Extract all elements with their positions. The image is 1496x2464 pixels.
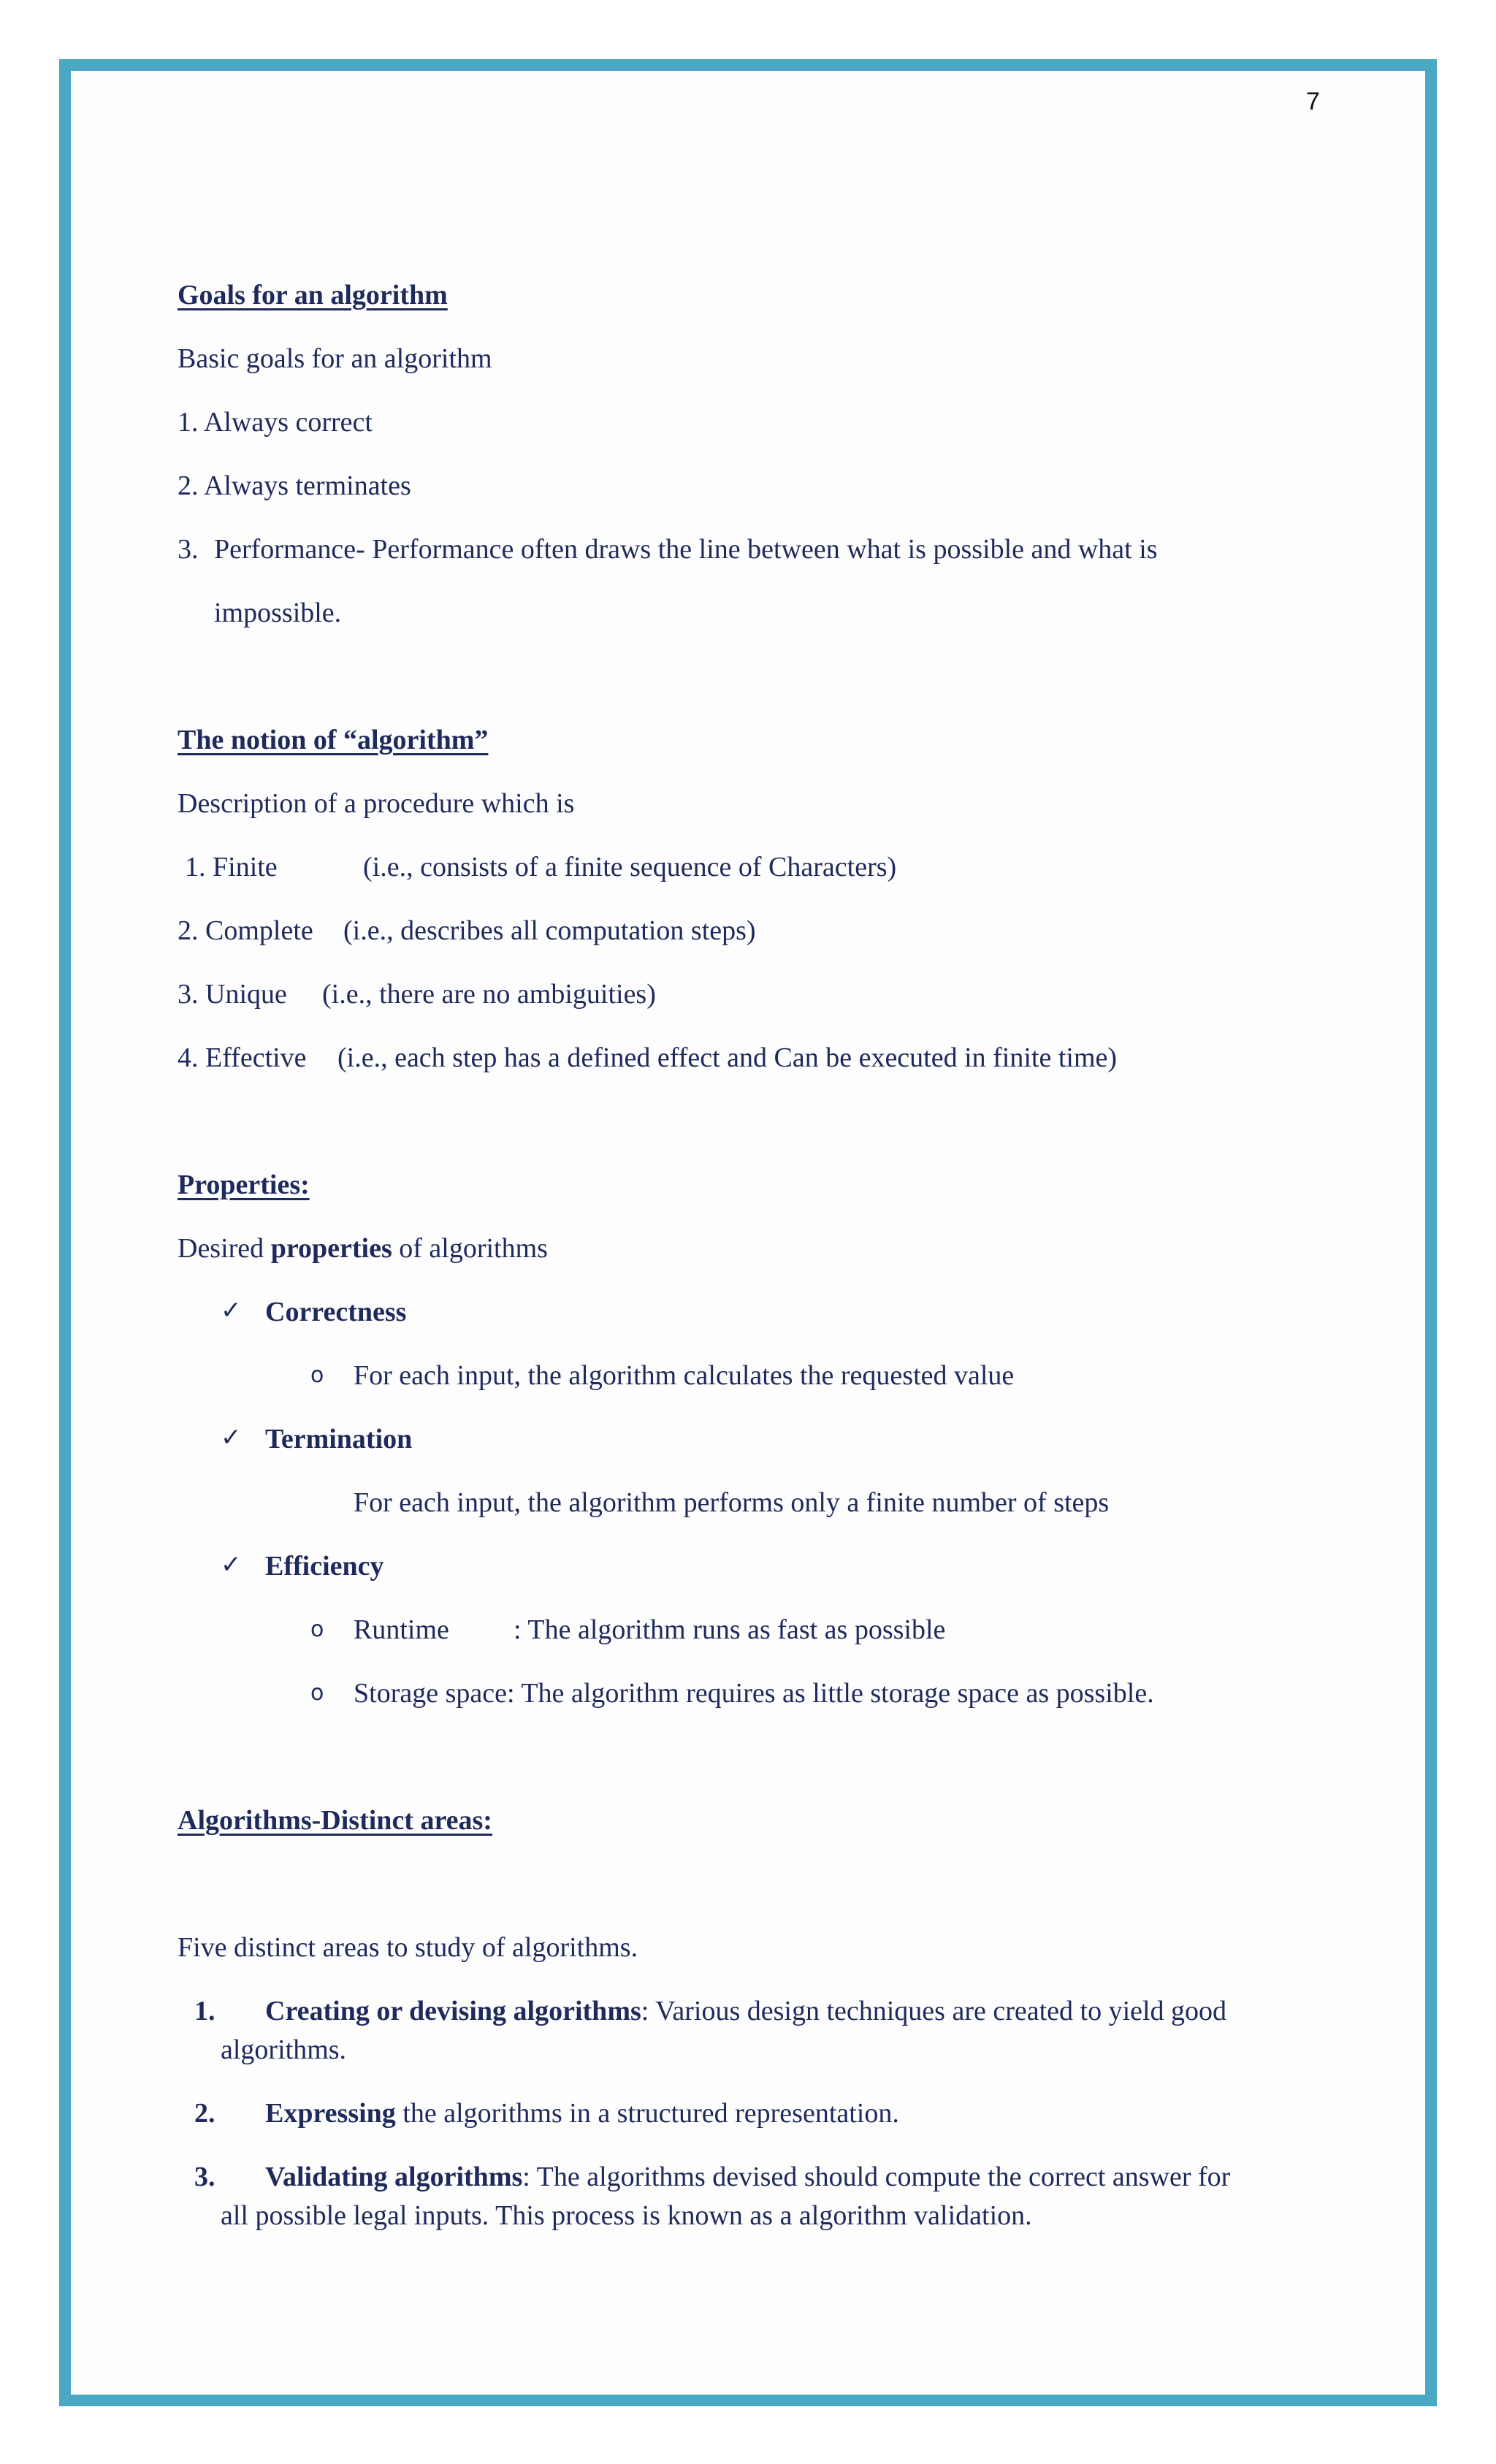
properties-intro	[178, 1232, 548, 1265]
property-efficiency: Efficiency	[265, 1551, 384, 1582]
notion-item-2-label: 2. Complete	[178, 915, 313, 946]
goals-intro: Basic goals for an algorithm	[178, 343, 492, 374]
goals-item-3-number: 3.	[178, 534, 199, 565]
areas-item-3-line-1	[265, 2160, 1230, 2194]
check-icon: ✓	[221, 1296, 242, 1325]
goals-item-3-line-2: impossible.	[214, 598, 342, 628]
areas-item-3-bold: Validating algorithms	[265, 2162, 523, 2192]
check-icon: ✓	[221, 1550, 242, 1579]
goals-item-2: 2. Always terminates	[178, 470, 411, 501]
areas-intro: Five distinct areas to study of algorithms.	[178, 1932, 638, 1963]
notion-intro: Description of a procedure which is	[178, 788, 575, 819]
efficiency-runtime-label: Runtime	[354, 1614, 449, 1645]
notion-heading: The notion of “algorithm”	[178, 725, 489, 755]
areas-item-1-bold: Creating or devising algorithms	[265, 1996, 641, 2026]
notion-item-1-desc: (i.e., consists of a finite sequence of Characters)	[363, 852, 897, 882]
areas-item-2-number: 2.	[194, 2098, 215, 2129]
property-termination: Termination	[265, 1424, 413, 1454]
efficiency-storage-desc: Storage space: The algorithm requires as little storage space as possible.	[354, 1678, 1154, 1709]
property-correctness-desc: For each input, the algorithm calculates the requested value	[354, 1360, 1015, 1391]
properties-intro-pre: Desired	[178, 1233, 271, 1264]
areas-item-1-number: 1.	[194, 1996, 215, 2026]
properties-heading: Properties:	[178, 1170, 310, 1200]
areas-item-1-line-1	[265, 1994, 1226, 2028]
areas-item-3-line-2: all possible legal inputs. This process is known as a algorithm validation.	[221, 2200, 1032, 2231]
notion-item-4-label: 4. Effective	[178, 1042, 307, 1073]
goals-heading: Goals for an algorithm	[178, 280, 448, 310]
goals-item-3-line-1: Performance- Performance often draws the line between what is possible and what is	[214, 534, 1158, 565]
page-number: 7	[1306, 88, 1320, 115]
notion-item-3-label: 3. Unique	[178, 979, 287, 1010]
areas-item-1-line-2: algorithms.	[221, 2034, 347, 2065]
check-icon: ✓	[221, 1423, 242, 1452]
properties-intro-post: of algorithms	[392, 1233, 548, 1264]
properties-intro-bold: properties	[270, 1233, 392, 1264]
property-correctness: Correctness	[265, 1297, 407, 1327]
circle-bullet-icon: o	[310, 1362, 324, 1388]
notion-item-1-label: 1. Finite	[185, 852, 278, 882]
areas-item-2-line	[265, 2097, 899, 2130]
areas-item-3-number: 3.	[194, 2162, 215, 2192]
notion-item-4-desc: (i.e., each step has a defined effect and Can be executed in finite time)	[337, 1042, 1118, 1073]
notion-item-2-desc: (i.e., describes all computation steps)	[343, 915, 756, 946]
areas-item-1-rest: : Various design techniques are created to yield good	[641, 1996, 1227, 2026]
property-termination-desc: For each input, the algorithm performs only a finite number of steps	[354, 1487, 1110, 1518]
efficiency-runtime-desc: : The algorithm runs as fast as possible	[514, 1614, 946, 1645]
goals-item-1: 1. Always correct	[178, 407, 373, 438]
areas-item-2-bold: Expressing	[265, 2098, 396, 2129]
areas-item-3-rest: : The algorithms devised should compute the correct answer for	[522, 2162, 1231, 2192]
areas-item-2-rest: the algorithms in a structured representation.	[395, 2098, 899, 2129]
notion-item-3-desc: (i.e., there are no ambiguities)	[322, 979, 656, 1010]
circle-bullet-icon: o	[310, 1617, 324, 1642]
areas-heading: Algorithms-Distinct areas:	[178, 1805, 492, 1836]
circle-bullet-icon: o	[310, 1680, 324, 1706]
